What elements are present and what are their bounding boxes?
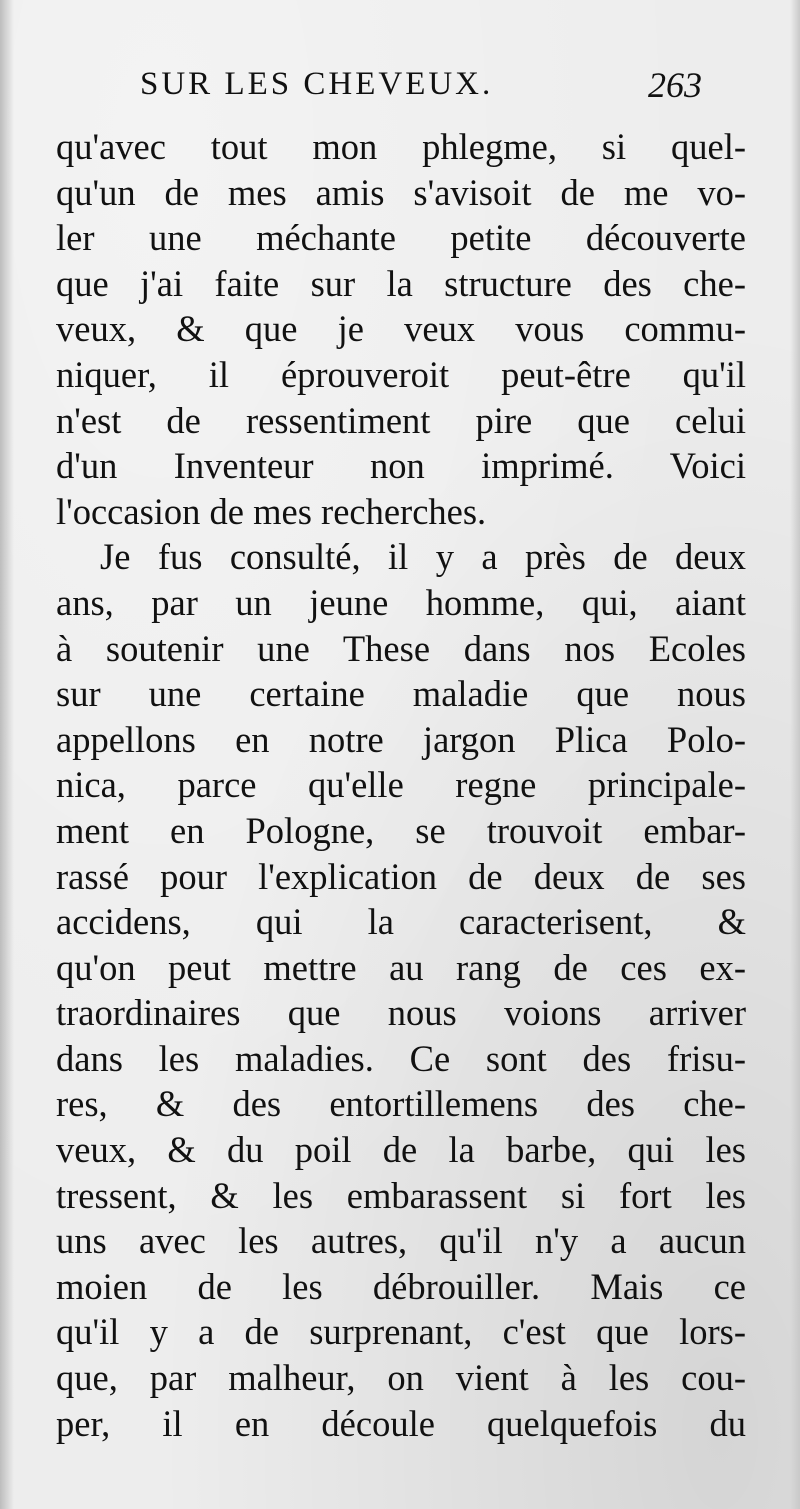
page-left-shadow bbox=[0, 0, 14, 1509]
text-line: traordinaires que nous voions arriver bbox=[56, 992, 746, 1034]
text-line: que j'ai faite sur la structure des che- bbox=[56, 262, 746, 304]
text-line: per, il en découle quelquefois du bbox=[56, 1402, 746, 1444]
text-line: moien de les débrouiller. Mais ce bbox=[56, 1265, 746, 1307]
text-line: à soutenir une These dans nos Ecoles bbox=[56, 627, 746, 669]
text-line: qu'avec tout mon phlegme, si quel- bbox=[56, 126, 746, 167]
text-line: dans les maladies. Ce sont des frisu- bbox=[56, 1037, 746, 1079]
text-line: ans, par un jeune homme, qui, aiant bbox=[56, 581, 746, 623]
page-right-shadow bbox=[790, 0, 800, 1509]
text-line: accidens, qui la caracterisent, & bbox=[56, 901, 746, 943]
text-line: ler une méchante petite découverte bbox=[56, 217, 746, 259]
paragraph-start-line: Je fus consulté, il y a près de deux bbox=[100, 536, 746, 578]
running-head: SUR LES CHEVEUX. bbox=[140, 66, 494, 102]
text-line: tressent, & les embarassent si fort les bbox=[56, 1174, 746, 1216]
text-line: sur une certaine maladie que nous bbox=[56, 673, 746, 715]
text-line: ment en Pologne, se trouvoit embar- bbox=[56, 809, 746, 851]
text-line: res, & des entortillemens des che- bbox=[56, 1083, 746, 1125]
text-line: n'est de ressentiment pire que celui bbox=[56, 399, 746, 441]
paragraph-end-line: l'occasion de mes recherches. bbox=[56, 490, 487, 532]
text-line: uns avec les autres, qu'il n'y a aucun bbox=[56, 1220, 746, 1262]
body-text bbox=[56, 124, 746, 1446]
text-line: d'un Inventeur non imprimé. Voici bbox=[56, 445, 746, 487]
text-line: appellons en notre jargon Plica Polo- bbox=[56, 718, 746, 760]
text-line: rassé pour l'explication de deux de ses bbox=[56, 855, 746, 897]
text-line: niquer, il éprouveroit peut-être qu'il bbox=[56, 353, 746, 395]
text-line: qu'il y a de surprenant, c'est que lors- bbox=[56, 1311, 746, 1353]
page-number: 263 bbox=[648, 65, 702, 105]
text-line: veux, & que je veux vous commu- bbox=[56, 308, 746, 350]
text-line: nica, parce qu'elle regne principale- bbox=[56, 764, 746, 806]
text-line: qu'on peut mettre au rang de ces ex- bbox=[56, 946, 746, 988]
text-line: veux, & du poil de la barbe, qui les bbox=[56, 1129, 746, 1171]
text-line: qu'un de mes amis s'avisoit de me vo- bbox=[56, 171, 746, 213]
text-line: que, par malheur, on vient à les cou- bbox=[56, 1357, 746, 1399]
